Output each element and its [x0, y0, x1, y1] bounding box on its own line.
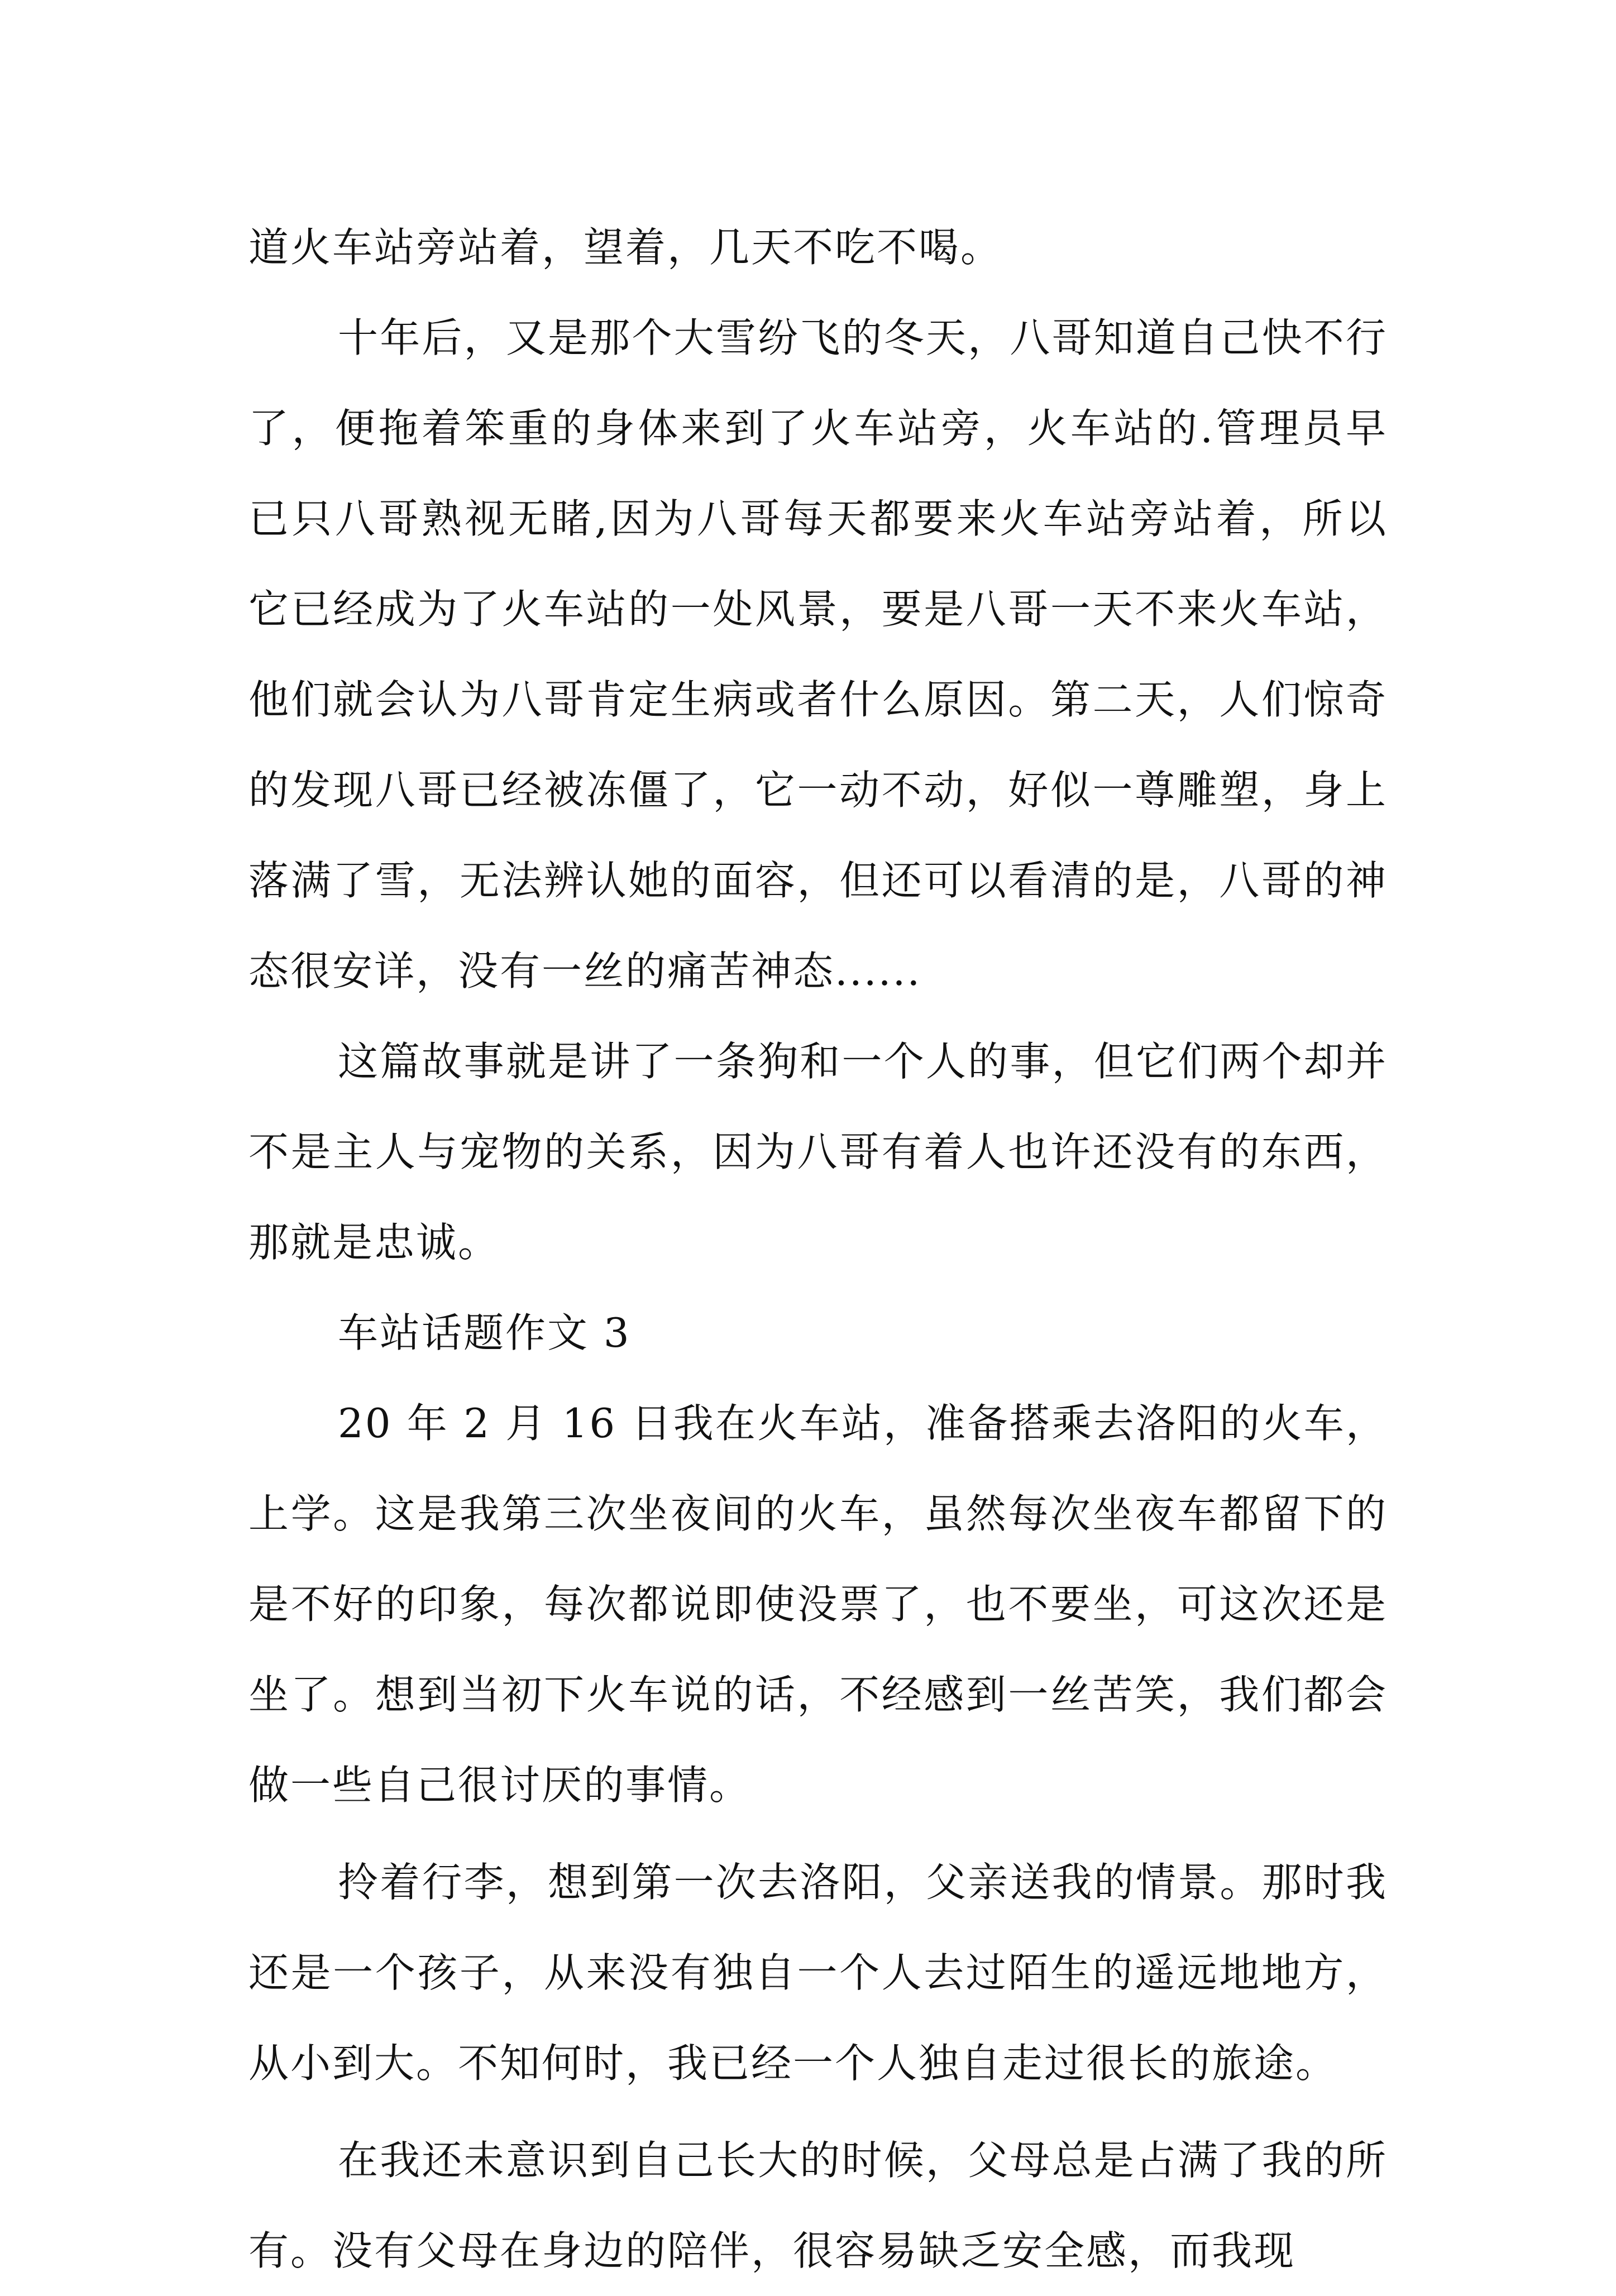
paragraph-3: 这篇故事就是讲了一条狗和一个人的事，但它们两个却并不是主人与宠物的关系，因为八哥有着人也许还没有的东西，那就是忠诚。: [248, 1038, 1388, 1266]
paragraph-2: 十年后，又是那个大雪纷飞的冬天，八哥知道自己快不行了，便拖着笨重的身体来到了火车站旁，火车站的.管理员早已只八哥熟视无睹,因为八哥每天都要来火车站旁站着，所以它已经成为了火车站的一处风景，要是八哥一天不来火车站，他们就会认为八哥肯定生病或者什么原因。第二天，人们惊奇的发现八哥已经被冻僵了，它一动不动，好似一尊雕塑，身上落满了雪，无法辨认她的面容，但还可以看清的是，八哥的神态很安详，没有一丝的痛苦神态......: [248, 314, 1388, 994]
document-body: [248, 202, 1388, 2296]
paragraph-5: 拎着行李，想到第一次去洛阳，父亲送我的情景。那时我还是一个孩子，从来没有独自一个人去过陌生的遥远地地方，从小到大。不知何时，我已经一个人独自走过很长的旅途。: [248, 1859, 1388, 2087]
paragraph-6: 在我还未意识到自己长大的时候，父母总是占满了我的所有。没有父母在身边的陪伴，很容易缺乏安全感，而我现: [248, 2137, 1388, 2274]
paragraph-4: 20 年 2 月 16 日我在火车站，准备搭乘去洛阳的火车，上学。这是我第三次坐夜间的火车，虽然每次坐夜车都留下的是不好的印象，每次都说即使没票了，也不要坐，可这次还是坐了。想到当初下火车说的话，不经感到一丝苦笑，我们都会做一些自己很讨厌的事情。: [248, 1400, 1388, 1809]
paragraph-1: 道火车站旁站着，望着，几天不吃不喝。: [248, 224, 1003, 271]
section-heading: 车站话题作文 3: [338, 1309, 631, 1356]
